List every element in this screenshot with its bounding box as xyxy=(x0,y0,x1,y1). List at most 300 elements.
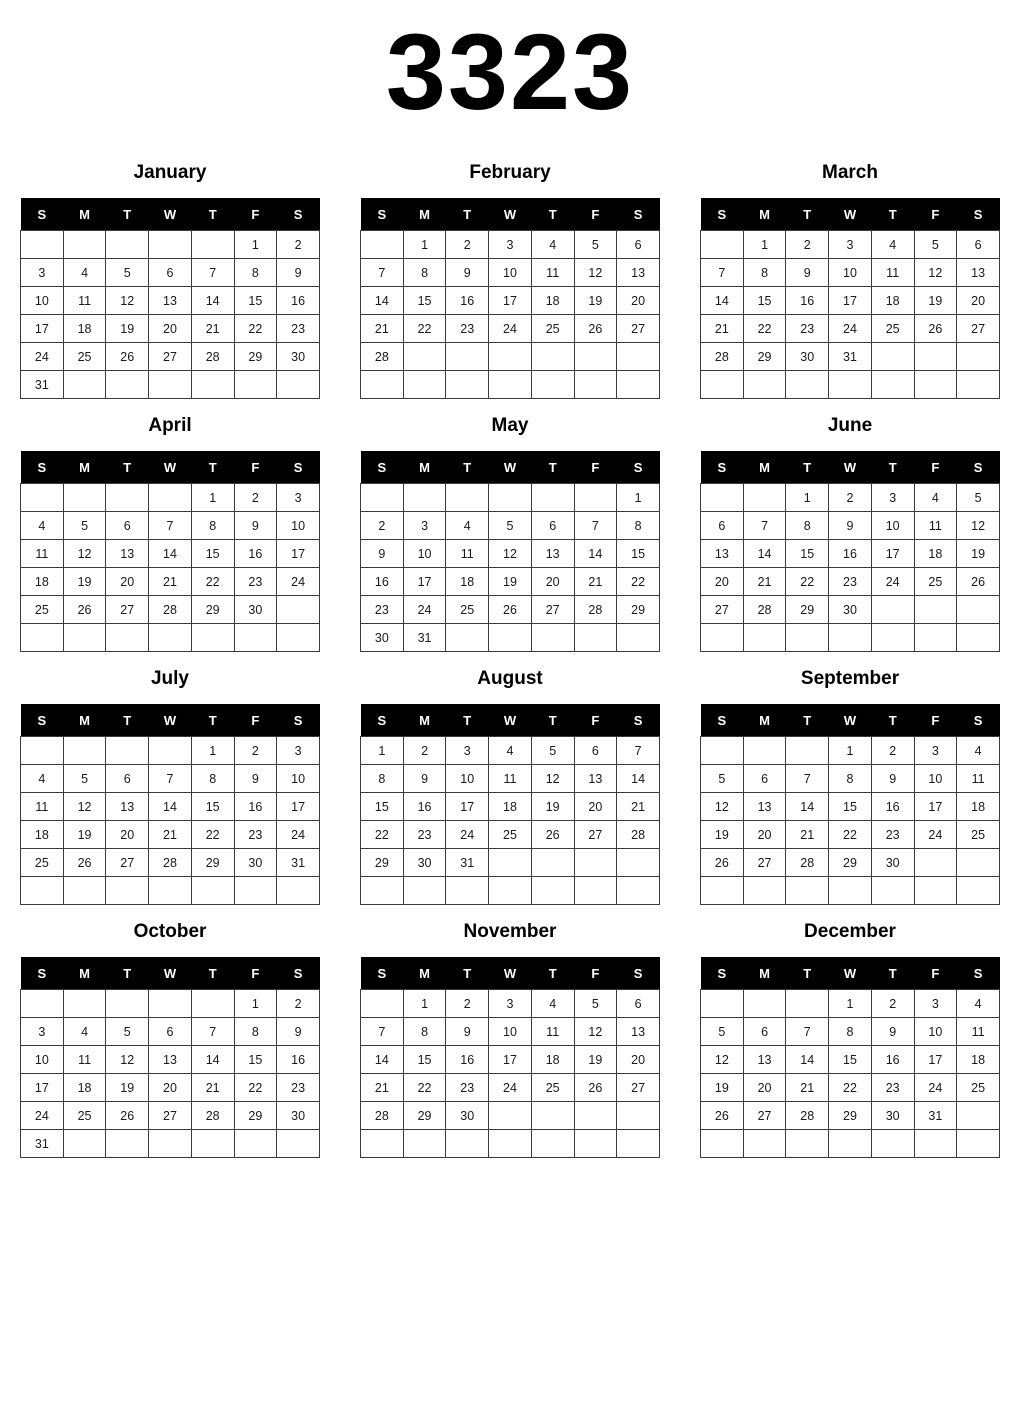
day-cell[interactable]: 29 xyxy=(403,1102,446,1130)
day-cell[interactable]: 22 xyxy=(786,568,829,596)
day-cell[interactable]: 18 xyxy=(21,821,64,849)
day-cell[interactable]: 31 xyxy=(829,343,872,371)
day-cell[interactable]: 12 xyxy=(106,287,149,315)
day-cell[interactable]: 22 xyxy=(191,821,234,849)
day-cell[interactable]: 3 xyxy=(489,990,532,1018)
day-cell[interactable]: 6 xyxy=(617,231,660,259)
day-cell[interactable]: 10 xyxy=(21,1046,64,1074)
day-cell[interactable]: 31 xyxy=(21,1130,64,1158)
day-cell[interactable]: 21 xyxy=(617,793,660,821)
day-cell[interactable]: 15 xyxy=(234,1046,277,1074)
day-cell[interactable]: 14 xyxy=(149,793,192,821)
day-cell[interactable]: 11 xyxy=(446,540,489,568)
day-cell[interactable]: 1 xyxy=(829,737,872,765)
day-cell[interactable]: 27 xyxy=(617,1074,660,1102)
day-cell[interactable]: 23 xyxy=(829,568,872,596)
day-cell[interactable]: 29 xyxy=(234,343,277,371)
day-cell[interactable]: 28 xyxy=(149,849,192,877)
day-cell[interactable]: 3 xyxy=(403,512,446,540)
day-cell[interactable]: 11 xyxy=(21,793,64,821)
day-cell[interactable]: 30 xyxy=(446,1102,489,1130)
day-cell[interactable]: 7 xyxy=(149,765,192,793)
day-cell[interactable]: 18 xyxy=(489,793,532,821)
day-cell[interactable]: 21 xyxy=(786,821,829,849)
day-cell[interactable]: 16 xyxy=(871,1046,914,1074)
day-cell[interactable]: 7 xyxy=(361,259,404,287)
day-cell[interactable]: 15 xyxy=(403,1046,446,1074)
day-cell[interactable]: 13 xyxy=(617,259,660,287)
day-cell[interactable]: 26 xyxy=(701,1102,744,1130)
day-cell[interactable]: 2 xyxy=(234,737,277,765)
day-cell[interactable]: 1 xyxy=(234,231,277,259)
day-cell[interactable]: 6 xyxy=(743,1018,786,1046)
day-cell[interactable]: 25 xyxy=(63,1102,106,1130)
day-cell[interactable]: 30 xyxy=(234,849,277,877)
day-cell[interactable]: 11 xyxy=(531,1018,574,1046)
day-cell[interactable]: 26 xyxy=(914,315,957,343)
day-cell[interactable]: 11 xyxy=(531,259,574,287)
day-cell[interactable]: 18 xyxy=(63,315,106,343)
day-cell[interactable]: 3 xyxy=(829,231,872,259)
day-cell[interactable]: 12 xyxy=(574,1018,617,1046)
day-cell[interactable]: 9 xyxy=(829,512,872,540)
day-cell[interactable]: 20 xyxy=(574,793,617,821)
day-cell[interactable]: 24 xyxy=(446,821,489,849)
day-cell[interactable]: 2 xyxy=(277,231,320,259)
day-cell[interactable]: 1 xyxy=(403,231,446,259)
day-cell[interactable]: 20 xyxy=(531,568,574,596)
day-cell[interactable]: 5 xyxy=(63,765,106,793)
day-cell[interactable]: 8 xyxy=(829,1018,872,1046)
day-cell[interactable]: 16 xyxy=(234,793,277,821)
day-cell[interactable]: 20 xyxy=(743,1074,786,1102)
day-cell[interactable]: 8 xyxy=(743,259,786,287)
day-cell[interactable]: 23 xyxy=(446,315,489,343)
day-cell[interactable]: 26 xyxy=(489,596,532,624)
day-cell[interactable]: 26 xyxy=(63,849,106,877)
day-cell[interactable]: 3 xyxy=(871,484,914,512)
day-cell[interactable]: 16 xyxy=(361,568,404,596)
day-cell[interactable]: 22 xyxy=(234,1074,277,1102)
day-cell[interactable]: 13 xyxy=(149,287,192,315)
day-cell[interactable]: 29 xyxy=(829,849,872,877)
day-cell[interactable]: 17 xyxy=(871,540,914,568)
day-cell[interactable]: 9 xyxy=(403,765,446,793)
day-cell[interactable]: 5 xyxy=(914,231,957,259)
day-cell[interactable]: 22 xyxy=(829,1074,872,1102)
day-cell[interactable]: 7 xyxy=(701,259,744,287)
day-cell[interactable]: 5 xyxy=(701,765,744,793)
day-cell[interactable]: 19 xyxy=(106,1074,149,1102)
day-cell[interactable]: 21 xyxy=(149,821,192,849)
day-cell[interactable]: 11 xyxy=(63,287,106,315)
day-cell[interactable]: 7 xyxy=(191,1018,234,1046)
day-cell[interactable]: 14 xyxy=(786,1046,829,1074)
day-cell[interactable]: 18 xyxy=(531,1046,574,1074)
day-cell[interactable]: 28 xyxy=(574,596,617,624)
day-cell[interactable]: 23 xyxy=(786,315,829,343)
day-cell[interactable]: 28 xyxy=(361,1102,404,1130)
day-cell[interactable]: 14 xyxy=(574,540,617,568)
day-cell[interactable]: 9 xyxy=(871,765,914,793)
day-cell[interactable]: 4 xyxy=(871,231,914,259)
day-cell[interactable]: 17 xyxy=(489,287,532,315)
day-cell[interactable]: 21 xyxy=(743,568,786,596)
day-cell[interactable]: 30 xyxy=(403,849,446,877)
day-cell[interactable]: 26 xyxy=(63,596,106,624)
day-cell[interactable]: 10 xyxy=(914,1018,957,1046)
day-cell[interactable]: 1 xyxy=(617,484,660,512)
day-cell[interactable]: 6 xyxy=(149,1018,192,1046)
day-cell[interactable]: 23 xyxy=(234,568,277,596)
day-cell[interactable]: 8 xyxy=(617,512,660,540)
day-cell[interactable]: 22 xyxy=(403,1074,446,1102)
day-cell[interactable]: 5 xyxy=(574,990,617,1018)
day-cell[interactable]: 9 xyxy=(446,1018,489,1046)
day-cell[interactable]: 7 xyxy=(149,512,192,540)
day-cell[interactable]: 6 xyxy=(957,231,1000,259)
day-cell[interactable]: 18 xyxy=(914,540,957,568)
day-cell[interactable]: 5 xyxy=(957,484,1000,512)
day-cell[interactable]: 19 xyxy=(63,568,106,596)
day-cell[interactable]: 10 xyxy=(914,765,957,793)
day-cell[interactable]: 4 xyxy=(489,737,532,765)
day-cell[interactable]: 27 xyxy=(957,315,1000,343)
day-cell[interactable]: 5 xyxy=(489,512,532,540)
day-cell[interactable]: 3 xyxy=(21,259,64,287)
day-cell[interactable]: 13 xyxy=(617,1018,660,1046)
day-cell[interactable]: 23 xyxy=(871,1074,914,1102)
day-cell[interactable]: 12 xyxy=(957,512,1000,540)
day-cell[interactable]: 31 xyxy=(403,624,446,652)
day-cell[interactable]: 19 xyxy=(914,287,957,315)
day-cell[interactable]: 28 xyxy=(617,821,660,849)
day-cell[interactable]: 15 xyxy=(743,287,786,315)
day-cell[interactable]: 15 xyxy=(191,540,234,568)
day-cell[interactable]: 27 xyxy=(531,596,574,624)
day-cell[interactable]: 8 xyxy=(191,512,234,540)
day-cell[interactable]: 17 xyxy=(489,1046,532,1074)
day-cell[interactable]: 28 xyxy=(701,343,744,371)
day-cell[interactable]: 22 xyxy=(617,568,660,596)
day-cell[interactable]: 20 xyxy=(149,1074,192,1102)
day-cell[interactable]: 26 xyxy=(106,1102,149,1130)
day-cell[interactable]: 29 xyxy=(829,1102,872,1130)
day-cell[interactable]: 14 xyxy=(786,793,829,821)
day-cell[interactable]: 14 xyxy=(361,287,404,315)
day-cell[interactable]: 27 xyxy=(149,1102,192,1130)
day-cell[interactable]: 4 xyxy=(914,484,957,512)
day-cell[interactable]: 20 xyxy=(106,821,149,849)
day-cell[interactable]: 1 xyxy=(743,231,786,259)
day-cell[interactable]: 23 xyxy=(361,596,404,624)
day-cell[interactable]: 25 xyxy=(489,821,532,849)
day-cell[interactable]: 19 xyxy=(106,315,149,343)
day-cell[interactable]: 13 xyxy=(743,1046,786,1074)
day-cell[interactable]: 31 xyxy=(914,1102,957,1130)
day-cell[interactable]: 11 xyxy=(957,765,1000,793)
day-cell[interactable]: 26 xyxy=(574,1074,617,1102)
day-cell[interactable]: 25 xyxy=(446,596,489,624)
day-cell[interactable]: 30 xyxy=(829,596,872,624)
day-cell[interactable]: 8 xyxy=(234,1018,277,1046)
day-cell[interactable]: 11 xyxy=(957,1018,1000,1046)
day-cell[interactable]: 23 xyxy=(277,1074,320,1102)
day-cell[interactable]: 5 xyxy=(106,259,149,287)
day-cell[interactable]: 18 xyxy=(531,287,574,315)
day-cell[interactable]: 10 xyxy=(829,259,872,287)
day-cell[interactable]: 2 xyxy=(234,484,277,512)
day-cell[interactable]: 13 xyxy=(957,259,1000,287)
day-cell[interactable]: 27 xyxy=(106,596,149,624)
day-cell[interactable]: 7 xyxy=(191,259,234,287)
day-cell[interactable]: 14 xyxy=(191,287,234,315)
day-cell[interactable]: 2 xyxy=(361,512,404,540)
day-cell[interactable]: 24 xyxy=(277,821,320,849)
day-cell[interactable]: 15 xyxy=(617,540,660,568)
day-cell[interactable]: 18 xyxy=(63,1074,106,1102)
day-cell[interactable]: 15 xyxy=(403,287,446,315)
day-cell[interactable]: 11 xyxy=(914,512,957,540)
day-cell[interactable]: 24 xyxy=(489,1074,532,1102)
day-cell[interactable]: 15 xyxy=(786,540,829,568)
day-cell[interactable]: 17 xyxy=(277,540,320,568)
day-cell[interactable]: 15 xyxy=(829,793,872,821)
day-cell[interactable]: 20 xyxy=(957,287,1000,315)
day-cell[interactable]: 28 xyxy=(743,596,786,624)
day-cell[interactable]: 4 xyxy=(531,231,574,259)
day-cell[interactable]: 7 xyxy=(617,737,660,765)
day-cell[interactable]: 27 xyxy=(149,343,192,371)
day-cell[interactable]: 21 xyxy=(361,1074,404,1102)
day-cell[interactable]: 28 xyxy=(191,1102,234,1130)
day-cell[interactable]: 14 xyxy=(191,1046,234,1074)
day-cell[interactable]: 8 xyxy=(361,765,404,793)
day-cell[interactable]: 24 xyxy=(829,315,872,343)
day-cell[interactable]: 18 xyxy=(957,1046,1000,1074)
day-cell[interactable]: 17 xyxy=(914,793,957,821)
day-cell[interactable]: 6 xyxy=(701,512,744,540)
day-cell[interactable]: 28 xyxy=(361,343,404,371)
day-cell[interactable]: 24 xyxy=(403,596,446,624)
day-cell[interactable]: 8 xyxy=(234,259,277,287)
day-cell[interactable]: 30 xyxy=(234,596,277,624)
day-cell[interactable]: 25 xyxy=(63,343,106,371)
day-cell[interactable]: 4 xyxy=(957,737,1000,765)
day-cell[interactable]: 5 xyxy=(106,1018,149,1046)
day-cell[interactable]: 21 xyxy=(191,315,234,343)
day-cell[interactable]: 21 xyxy=(574,568,617,596)
day-cell[interactable]: 28 xyxy=(786,849,829,877)
day-cell[interactable]: 1 xyxy=(361,737,404,765)
day-cell[interactable]: 6 xyxy=(149,259,192,287)
day-cell[interactable]: 6 xyxy=(531,512,574,540)
day-cell[interactable]: 27 xyxy=(701,596,744,624)
day-cell[interactable]: 12 xyxy=(106,1046,149,1074)
day-cell[interactable]: 30 xyxy=(871,1102,914,1130)
day-cell[interactable]: 3 xyxy=(446,737,489,765)
day-cell[interactable]: 18 xyxy=(871,287,914,315)
day-cell[interactable]: 16 xyxy=(446,287,489,315)
day-cell[interactable]: 9 xyxy=(234,512,277,540)
day-cell[interactable]: 4 xyxy=(446,512,489,540)
day-cell[interactable]: 24 xyxy=(21,343,64,371)
day-cell[interactable]: 1 xyxy=(403,990,446,1018)
day-cell[interactable]: 10 xyxy=(489,1018,532,1046)
day-cell[interactable]: 4 xyxy=(63,1018,106,1046)
day-cell[interactable]: 14 xyxy=(617,765,660,793)
day-cell[interactable]: 10 xyxy=(277,765,320,793)
day-cell[interactable]: 18 xyxy=(957,793,1000,821)
day-cell[interactable]: 21 xyxy=(191,1074,234,1102)
day-cell[interactable]: 13 xyxy=(531,540,574,568)
day-cell[interactable]: 30 xyxy=(277,1102,320,1130)
day-cell[interactable]: 16 xyxy=(446,1046,489,1074)
day-cell[interactable]: 14 xyxy=(361,1046,404,1074)
day-cell[interactable]: 19 xyxy=(701,1074,744,1102)
day-cell[interactable]: 4 xyxy=(531,990,574,1018)
day-cell[interactable]: 27 xyxy=(743,1102,786,1130)
day-cell[interactable]: 12 xyxy=(489,540,532,568)
day-cell[interactable]: 16 xyxy=(829,540,872,568)
day-cell[interactable]: 12 xyxy=(531,765,574,793)
day-cell[interactable]: 20 xyxy=(617,1046,660,1074)
day-cell[interactable]: 22 xyxy=(403,315,446,343)
day-cell[interactable]: 12 xyxy=(701,793,744,821)
day-cell[interactable]: 26 xyxy=(701,849,744,877)
day-cell[interactable]: 4 xyxy=(957,990,1000,1018)
day-cell[interactable]: 20 xyxy=(617,287,660,315)
day-cell[interactable]: 8 xyxy=(403,259,446,287)
day-cell[interactable]: 15 xyxy=(234,287,277,315)
day-cell[interactable]: 31 xyxy=(21,371,64,399)
day-cell[interactable]: 23 xyxy=(277,315,320,343)
day-cell[interactable]: 17 xyxy=(277,793,320,821)
day-cell[interactable]: 12 xyxy=(63,793,106,821)
day-cell[interactable]: 13 xyxy=(574,765,617,793)
day-cell[interactable]: 17 xyxy=(21,1074,64,1102)
day-cell[interactable]: 9 xyxy=(277,259,320,287)
day-cell[interactable]: 16 xyxy=(234,540,277,568)
day-cell[interactable]: 2 xyxy=(446,990,489,1018)
day-cell[interactable]: 3 xyxy=(914,737,957,765)
day-cell[interactable]: 27 xyxy=(617,315,660,343)
day-cell[interactable]: 8 xyxy=(829,765,872,793)
day-cell[interactable]: 25 xyxy=(914,568,957,596)
day-cell[interactable]: 1 xyxy=(234,990,277,1018)
day-cell[interactable]: 27 xyxy=(743,849,786,877)
day-cell[interactable]: 8 xyxy=(786,512,829,540)
day-cell[interactable]: 31 xyxy=(446,849,489,877)
day-cell[interactable]: 13 xyxy=(106,540,149,568)
day-cell[interactable]: 6 xyxy=(743,765,786,793)
day-cell[interactable]: 24 xyxy=(914,821,957,849)
day-cell[interactable]: 2 xyxy=(871,990,914,1018)
day-cell[interactable]: 2 xyxy=(829,484,872,512)
day-cell[interactable]: 2 xyxy=(786,231,829,259)
day-cell[interactable]: 1 xyxy=(191,484,234,512)
day-cell[interactable]: 1 xyxy=(191,737,234,765)
day-cell[interactable]: 24 xyxy=(489,315,532,343)
day-cell[interactable]: 19 xyxy=(489,568,532,596)
day-cell[interactable]: 8 xyxy=(191,765,234,793)
day-cell[interactable]: 10 xyxy=(489,259,532,287)
day-cell[interactable]: 3 xyxy=(914,990,957,1018)
day-cell[interactable]: 30 xyxy=(361,624,404,652)
day-cell[interactable]: 24 xyxy=(914,1074,957,1102)
day-cell[interactable]: 6 xyxy=(617,990,660,1018)
day-cell[interactable]: 11 xyxy=(489,765,532,793)
day-cell[interactable]: 12 xyxy=(574,259,617,287)
day-cell[interactable]: 22 xyxy=(191,568,234,596)
day-cell[interactable]: 6 xyxy=(106,512,149,540)
day-cell[interactable]: 1 xyxy=(786,484,829,512)
day-cell[interactable]: 22 xyxy=(361,821,404,849)
day-cell[interactable]: 27 xyxy=(574,821,617,849)
day-cell[interactable]: 30 xyxy=(277,343,320,371)
day-cell[interactable]: 27 xyxy=(106,849,149,877)
day-cell[interactable]: 1 xyxy=(829,990,872,1018)
day-cell[interactable]: 2 xyxy=(277,990,320,1018)
day-cell[interactable]: 3 xyxy=(277,484,320,512)
day-cell[interactable]: 25 xyxy=(531,1074,574,1102)
day-cell[interactable]: 26 xyxy=(531,821,574,849)
day-cell[interactable]: 23 xyxy=(234,821,277,849)
day-cell[interactable]: 28 xyxy=(191,343,234,371)
day-cell[interactable]: 20 xyxy=(743,821,786,849)
day-cell[interactable]: 17 xyxy=(21,315,64,343)
day-cell[interactable]: 26 xyxy=(957,568,1000,596)
day-cell[interactable]: 25 xyxy=(871,315,914,343)
day-cell[interactable]: 11 xyxy=(63,1046,106,1074)
day-cell[interactable]: 16 xyxy=(277,287,320,315)
day-cell[interactable]: 14 xyxy=(149,540,192,568)
day-cell[interactable]: 7 xyxy=(574,512,617,540)
day-cell[interactable]: 5 xyxy=(531,737,574,765)
day-cell[interactable]: 21 xyxy=(701,315,744,343)
day-cell[interactable]: 28 xyxy=(149,596,192,624)
day-cell[interactable]: 15 xyxy=(361,793,404,821)
day-cell[interactable]: 17 xyxy=(403,568,446,596)
day-cell[interactable]: 20 xyxy=(149,315,192,343)
day-cell[interactable]: 17 xyxy=(829,287,872,315)
day-cell[interactable]: 26 xyxy=(574,315,617,343)
day-cell[interactable]: 12 xyxy=(63,540,106,568)
day-cell[interactable]: 7 xyxy=(361,1018,404,1046)
day-cell[interactable]: 10 xyxy=(403,540,446,568)
day-cell[interactable]: 18 xyxy=(446,568,489,596)
day-cell[interactable]: 4 xyxy=(63,259,106,287)
day-cell[interactable]: 19 xyxy=(574,1046,617,1074)
day-cell[interactable]: 19 xyxy=(531,793,574,821)
day-cell[interactable]: 6 xyxy=(106,765,149,793)
day-cell[interactable]: 13 xyxy=(743,793,786,821)
day-cell[interactable]: 2 xyxy=(446,231,489,259)
day-cell[interactable]: 29 xyxy=(191,849,234,877)
day-cell[interactable]: 23 xyxy=(446,1074,489,1102)
day-cell[interactable]: 19 xyxy=(63,821,106,849)
day-cell[interactable]: 18 xyxy=(21,568,64,596)
day-cell[interactable]: 24 xyxy=(277,568,320,596)
day-cell[interactable]: 16 xyxy=(277,1046,320,1074)
day-cell[interactable]: 7 xyxy=(743,512,786,540)
day-cell[interactable]: 10 xyxy=(277,512,320,540)
day-cell[interactable]: 19 xyxy=(957,540,1000,568)
day-cell[interactable]: 28 xyxy=(786,1102,829,1130)
day-cell[interactable]: 16 xyxy=(786,287,829,315)
day-cell[interactable]: 23 xyxy=(403,821,446,849)
day-cell[interactable]: 13 xyxy=(106,793,149,821)
